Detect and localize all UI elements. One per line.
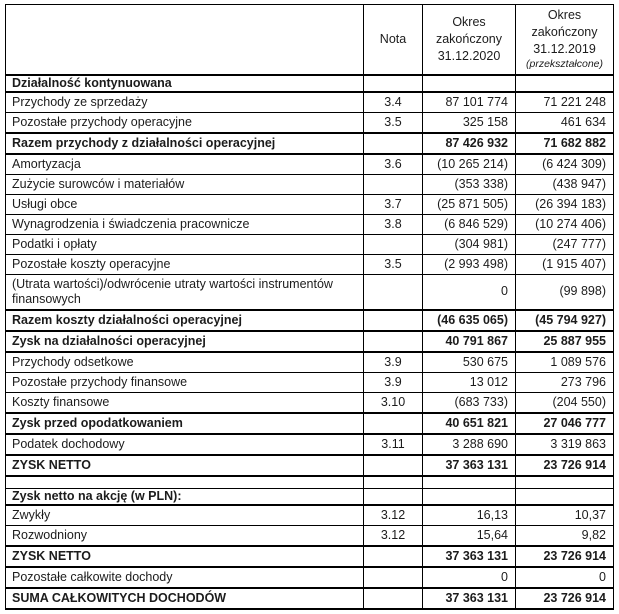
table-row (6, 588, 614, 609)
table-row (6, 154, 614, 175)
value-2019: 25 887 955 (516, 331, 614, 352)
header-row (6, 5, 614, 75)
value-2020: (304 981) (423, 234, 516, 254)
value-2020: 13 012 (423, 372, 516, 392)
row-label: Zysk na działalności operacyjnej (6, 331, 364, 352)
table-row (6, 274, 614, 310)
row-label: Zysk przed opodatkowaniem (6, 413, 364, 434)
row-label: Wynagrodzenia i świadczenia pracownicze (6, 214, 364, 234)
table-row (6, 194, 614, 214)
note-ref: 3.7 (364, 194, 423, 214)
note-ref (364, 546, 423, 567)
row-label: Podatek dochodowy (6, 434, 364, 455)
note-ref (364, 310, 423, 331)
row-label: Rozwodniony (6, 526, 364, 547)
column-header-nota: Nota (364, 5, 423, 75)
table-row (6, 112, 614, 133)
row-label: Razem przychody z działalności operacyjnej (6, 133, 364, 154)
value-2020: 87 426 932 (423, 133, 516, 154)
note-ref: 3.12 (364, 526, 423, 547)
note-ref: 3.9 (364, 372, 423, 392)
restated-note: (przekształcone) (525, 58, 604, 71)
table-row (6, 133, 614, 154)
header-line: 31.12.2019 (533, 42, 596, 57)
note-ref (364, 489, 423, 506)
table-row (6, 254, 614, 274)
value-2019: (6 424 309) (516, 154, 614, 175)
row-label: Usługi obce (6, 194, 364, 214)
table-row (6, 526, 614, 547)
row-label: SUMA CAŁKOWITYCH DOCHODÓW (6, 588, 364, 609)
value-2020 (423, 75, 516, 92)
value-2019: (247 777) (516, 234, 614, 254)
value-2020: 3 288 690 (423, 434, 516, 455)
value-2020: 0 (423, 567, 516, 588)
value-2020: 530 675 (423, 352, 516, 373)
note-ref (364, 174, 423, 194)
value-2020: 37 363 131 (423, 588, 516, 609)
row-label: Przychody ze sprzedaży (6, 92, 364, 113)
value-2019: (204 550) (516, 392, 614, 413)
value-2020: 16,13 (423, 505, 516, 526)
row-label: Działalność kontynuowana (6, 75, 364, 92)
value-2020: 37 363 131 (423, 546, 516, 567)
value-2019 (516, 75, 614, 92)
table-row (6, 546, 614, 567)
row-label: Zysk netto na akcję (w PLN): (6, 489, 364, 506)
value-2019: 23 726 914 (516, 455, 614, 476)
note-ref: 3.4 (364, 92, 423, 113)
value-2020: 325 158 (423, 112, 516, 133)
row-label: Koszty finansowe (6, 392, 364, 413)
value-2020: (683 733) (423, 392, 516, 413)
header-line: zakończony (531, 25, 598, 40)
table-row (6, 505, 614, 526)
note-ref: 3.10 (364, 392, 423, 413)
row-label: Zużycie surowców i materiałów (6, 174, 364, 194)
table-row (6, 174, 614, 194)
note-ref (364, 274, 423, 310)
row-label: ZYSK NETTO (6, 455, 364, 476)
table-body (6, 75, 614, 610)
value-2020: 87 101 774 (423, 92, 516, 113)
value-2020: 15,64 (423, 526, 516, 547)
header-line: Okres (452, 14, 486, 29)
value-2019: 273 796 (516, 372, 614, 392)
row-label: Razem koszty działalności operacyjnej (6, 310, 364, 331)
row-label: (Utrata wartości)/odwrócenie utraty wartości instrumentów finansowych (6, 274, 364, 310)
table-row (6, 352, 614, 373)
note-ref: 3.5 (364, 112, 423, 133)
row-label: ZYSK NETTO (6, 546, 364, 567)
value-2019: 9,82 (516, 526, 614, 547)
value-2019: 461 634 (516, 112, 614, 133)
value-2019: 71 221 248 (516, 92, 614, 113)
note-ref (364, 133, 423, 154)
table-row (6, 392, 614, 413)
note-ref: 3.9 (364, 352, 423, 373)
table-row (6, 331, 614, 352)
value-2019: (438 947) (516, 174, 614, 194)
value-2019 (516, 489, 614, 506)
note-ref: 3.5 (364, 254, 423, 274)
spacer-row (6, 476, 614, 489)
table-row (6, 567, 614, 588)
row-label: Amortyzacja (6, 154, 364, 175)
note-ref (364, 75, 423, 92)
value-2020: (2 993 498) (423, 254, 516, 274)
column-header-period-2019 (516, 5, 614, 75)
value-2019: 3 319 863 (516, 434, 614, 455)
header-line: zakończony (435, 31, 502, 46)
row-label: Pozostałe całkowite dochody (6, 567, 364, 588)
note-ref: 3.8 (364, 214, 423, 234)
table-row (6, 413, 614, 434)
value-2019: 1 089 576 (516, 352, 614, 373)
income-statement-table (5, 4, 614, 610)
row-label (6, 476, 364, 489)
note-ref: 3.6 (364, 154, 423, 175)
row-label: Pozostałe przychody finansowe (6, 372, 364, 392)
value-2020: 40 651 821 (423, 413, 516, 434)
note-ref (364, 567, 423, 588)
value-2019: 10,37 (516, 505, 614, 526)
value-2019: (45 794 927) (516, 310, 614, 331)
column-header-period-2020 (423, 5, 516, 75)
table-row (6, 310, 614, 331)
value-2019: 0 (516, 567, 614, 588)
note-ref (364, 413, 423, 434)
row-label: Pozostałe przychody operacyjne (6, 112, 364, 133)
value-2019: (99 898) (516, 274, 614, 310)
value-2020 (423, 489, 516, 506)
column-header-empty (6, 5, 364, 75)
header-line: 31.12.2020 (437, 48, 501, 63)
table-row (6, 214, 614, 234)
header-line: Okres (547, 8, 582, 23)
value-2020: 40 791 867 (423, 331, 516, 352)
note-ref (364, 476, 423, 489)
value-2020: (25 871 505) (423, 194, 516, 214)
table-row (6, 372, 614, 392)
row-label: Podatki i opłaty (6, 234, 364, 254)
table-row (6, 92, 614, 113)
value-2020: (46 635 065) (423, 310, 516, 331)
note-ref (364, 234, 423, 254)
row-label: Pozostałe koszty operacyjne (6, 254, 364, 274)
row-label: Przychody odsetkowe (6, 352, 364, 373)
value-2020: (353 338) (423, 174, 516, 194)
value-2020: 37 363 131 (423, 455, 516, 476)
table-row (6, 489, 614, 506)
value-2020: (10 265 214) (423, 154, 516, 175)
note-ref: 3.11 (364, 434, 423, 455)
table-row (6, 455, 614, 476)
value-2020 (423, 476, 516, 489)
note-ref (364, 331, 423, 352)
value-2019: (10 274 406) (516, 214, 614, 234)
note-ref: 3.12 (364, 505, 423, 526)
table-row (6, 434, 614, 455)
value-2019: 23 726 914 (516, 588, 614, 609)
value-2019: (26 394 183) (516, 194, 614, 214)
value-2019: 71 682 882 (516, 133, 614, 154)
row-label: Zwykły (6, 505, 364, 526)
note-ref (364, 588, 423, 609)
value-2020: (6 846 529) (423, 214, 516, 234)
value-2020: 0 (423, 274, 516, 310)
table-row (6, 234, 614, 254)
table-row (6, 75, 614, 92)
value-2019: 23 726 914 (516, 546, 614, 567)
note-ref (364, 455, 423, 476)
value-2019: (1 915 407) (516, 254, 614, 274)
value-2019 (516, 476, 614, 489)
value-2019: 27 046 777 (516, 413, 614, 434)
